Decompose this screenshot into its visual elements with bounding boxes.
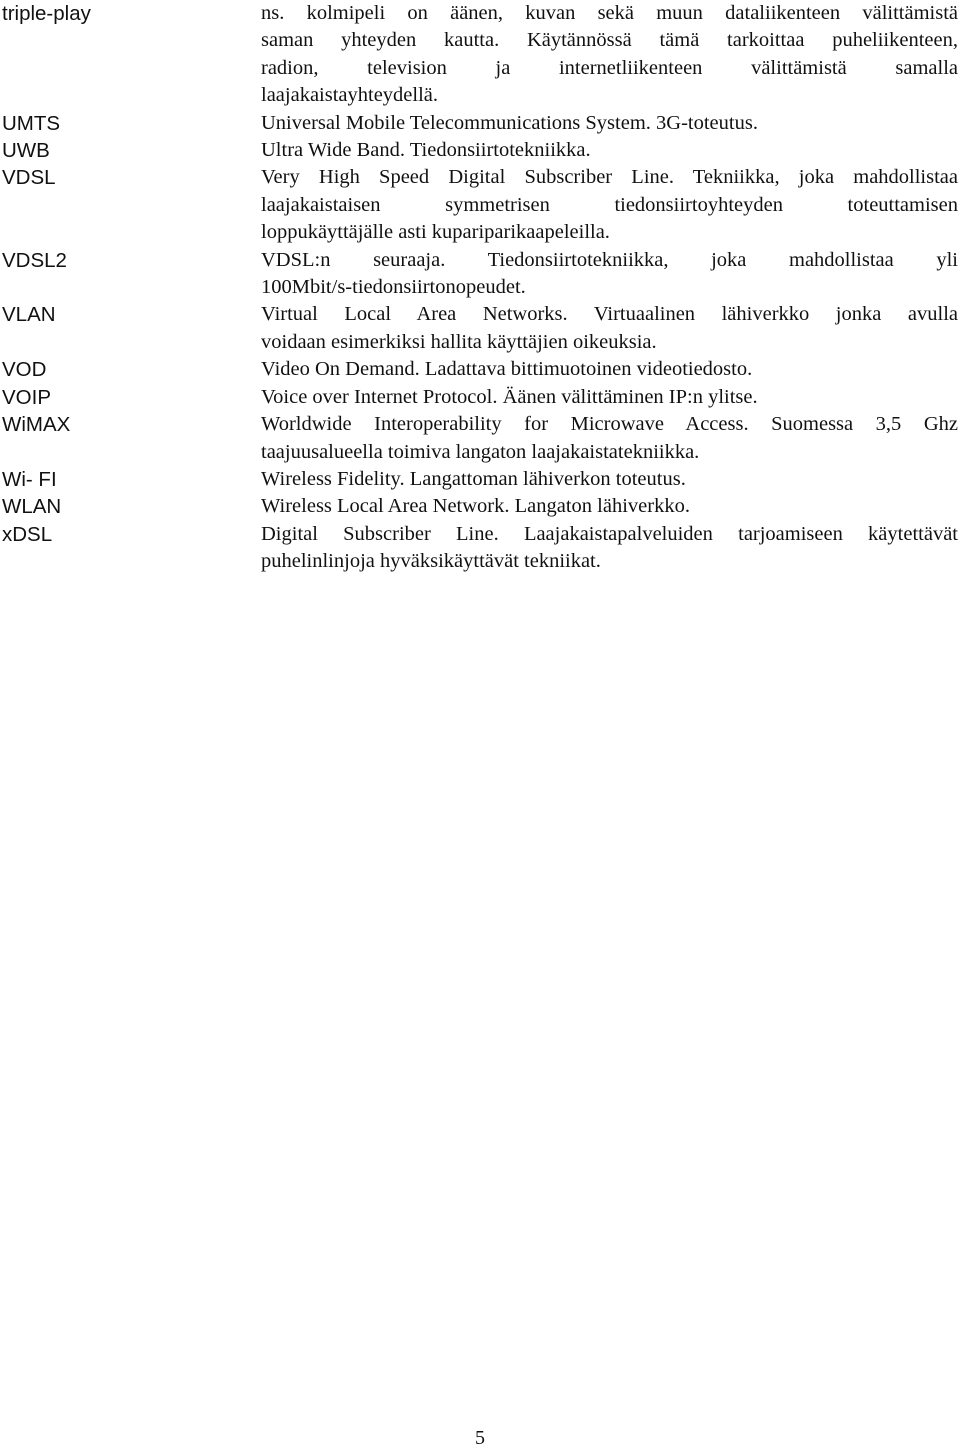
glossary-definition — [261, 493, 958, 520]
definition-line: Universal Mobile Telecommunications System. 3G-toteutus. — [261, 111, 758, 134]
definition-line: Wireless Fidelity. Langattoman lähiverkon toteutus. — [261, 467, 686, 490]
glossary-entry — [2, 466, 958, 493]
glossary-definition — [261, 110, 958, 137]
glossary-definition — [261, 0, 958, 110]
definition-line: laajakaistayhteydellä. — [261, 84, 439, 107]
page-number: 5 — [475, 1427, 485, 1449]
glossary-definition — [261, 247, 958, 302]
glossary-entry — [2, 0, 958, 110]
glossary-entry — [2, 493, 958, 520]
glossary-term: WiMAX — [2, 413, 71, 437]
glossary-definition — [261, 384, 958, 411]
glossary-term: VLAN — [2, 303, 56, 327]
glossary-entry — [2, 110, 958, 137]
definition-line: Voice over Internet Protocol. Äänen välittäminen IP:n ylitse. — [261, 385, 758, 408]
definition-line: Ultra Wide Band. Tiedonsiirtotekniikka. — [261, 139, 591, 162]
glossary-definition — [261, 301, 958, 356]
glossary-term: VOD — [2, 358, 47, 382]
glossary-entry — [2, 137, 958, 164]
definition-line: saman yhteyden kautta. Käytännössä tämä tarkoittaa puheliikenteen, — [261, 29, 958, 52]
definition-line: Worldwide Interoperability for Microwave Access. Suomessa 3,5 Ghz — [261, 413, 958, 436]
definition-line: loppukäyttäjälle asti kupariparikaapeleilla. — [261, 221, 610, 244]
glossary-entry — [2, 356, 958, 383]
definition-line: taajuusalueella toimiva langaton laajakaistatekniikka. — [261, 440, 700, 463]
definition-line: Video On Demand. Ladattava bittimuotoinen videotiedosto. — [261, 358, 753, 381]
glossary-definition — [261, 356, 958, 383]
glossary-list — [2, 0, 958, 576]
glossary-entry — [2, 164, 958, 246]
glossary-definition — [261, 521, 958, 576]
glossary-definition — [261, 137, 958, 164]
definition-line: puhelinlinjoja hyväksikäyttävät tekniikat. — [261, 550, 601, 573]
glossary-term: VDSL — [2, 166, 56, 190]
glossary-term: UMTS — [2, 111, 61, 135]
glossary-entry — [2, 411, 958, 466]
glossary-term: Wi- FI — [2, 467, 57, 491]
definition-line: Very High Speed Digital Subscriber Line. Tekniikka, joka mahdollistaa — [261, 166, 958, 189]
glossary-term: UWB — [2, 139, 50, 163]
definition-line: radion, television ja internetliikenteen välittämistä samalla — [261, 56, 958, 79]
definition-line: voidaan esimerkiksi hallita käyttäjien oikeuksia. — [261, 330, 657, 353]
glossary-term: triple-play — [2, 2, 91, 25]
glossary-definition — [261, 466, 958, 493]
definition-line: 100Mbit/s-tiedonsiirtonopeudet. — [261, 276, 526, 299]
glossary-term: xDSL — [2, 522, 53, 546]
glossary-entry — [2, 247, 958, 302]
definition-line: Virtual Local Area Networks. Virtuaalinen lähiverkko jonka avulla — [261, 303, 958, 326]
glossary-term: VDSL2 — [2, 248, 67, 272]
glossary-definition — [261, 411, 958, 466]
glossary-term: VOIP — [2, 385, 51, 409]
definition-line: VDSL:n seuraaja. Tiedonsiirtotekniikka, joka mahdollistaa yli — [261, 248, 958, 271]
glossary-entry — [2, 521, 958, 576]
definition-line: ns. kolmipeli on äänen, kuvan sekä muun dataliikenteen välittämistä — [261, 2, 958, 24]
glossary-term: WLAN — [2, 495, 62, 519]
glossary-definition — [261, 164, 958, 246]
glossary-entry — [2, 384, 958, 411]
definition-line: Wireless Local Area Network. Langaton lähiverkko. — [261, 495, 690, 518]
glossary-entry — [2, 301, 958, 356]
definition-line: Digital Subscriber Line. Laajakaistapalveluiden tarjoamiseen käytettävät — [261, 522, 958, 545]
definition-line: laajakaistaisen symmetrisen tiedonsiirtoyhteyden toteuttamisen — [261, 193, 958, 216]
